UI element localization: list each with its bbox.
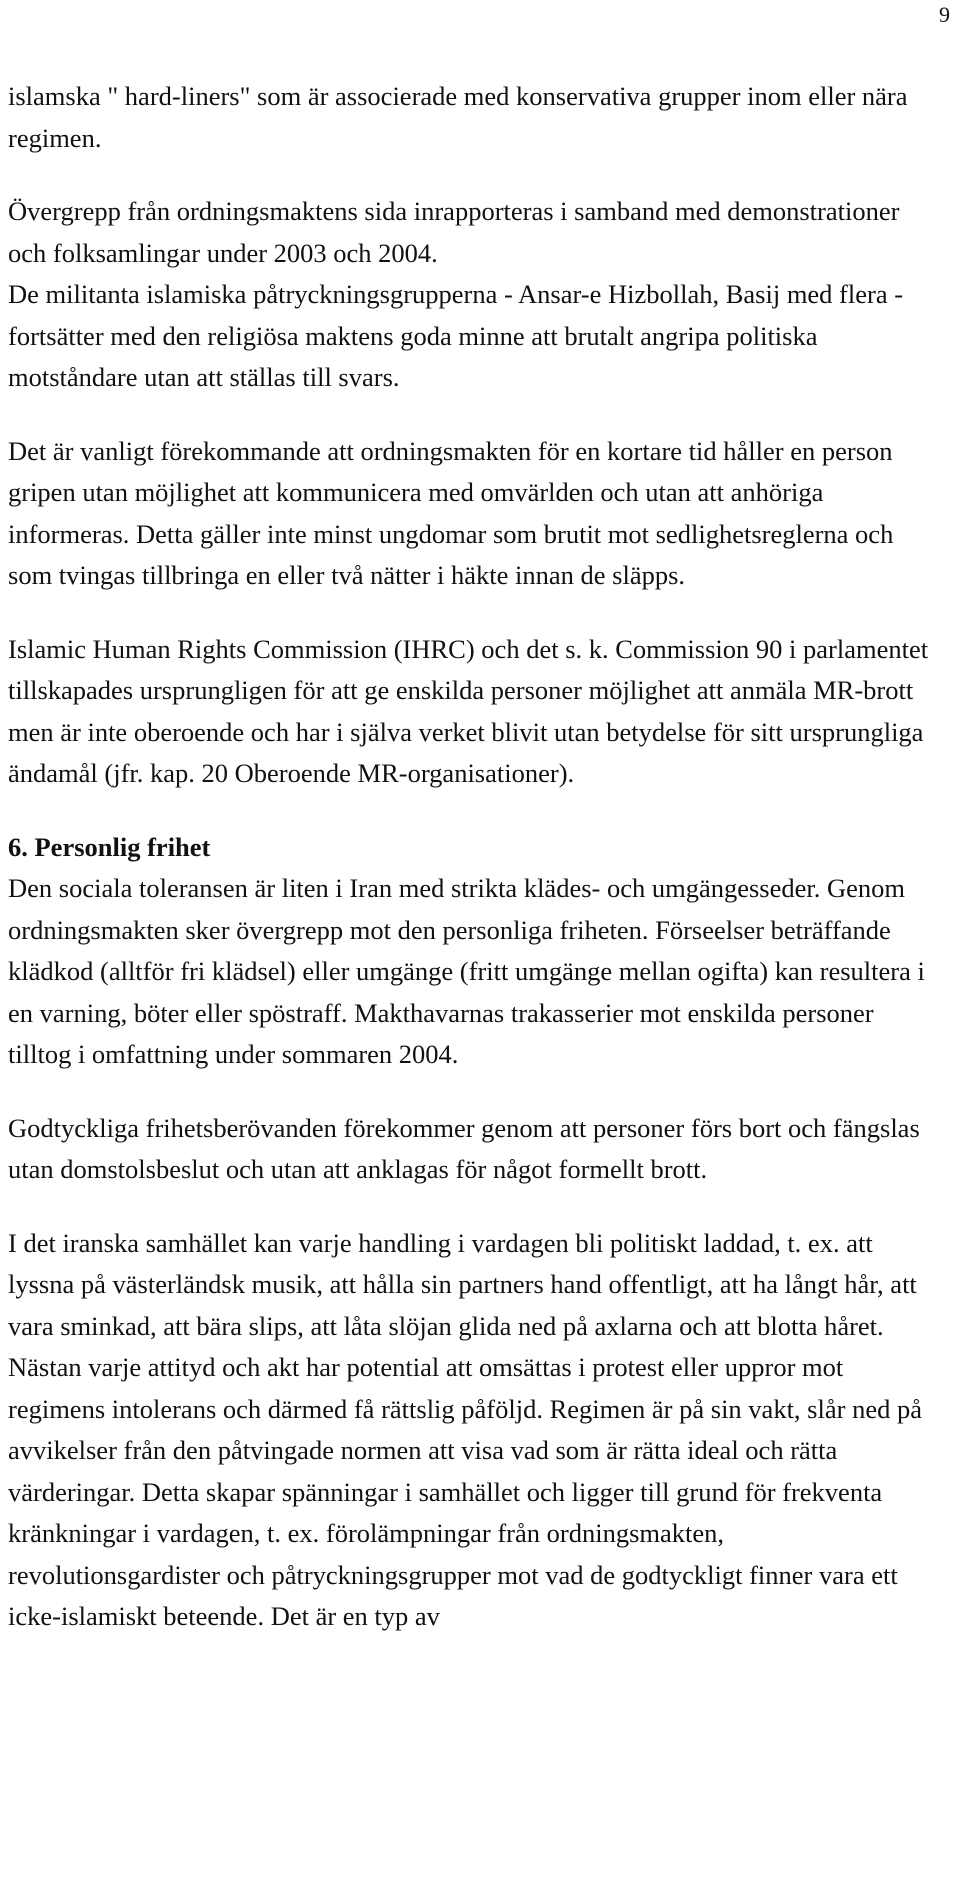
- paragraph-abuses: Övergrepp från ordningsmaktens sida inrapporteras i samband med demonstrationer och folksamlingar under 2003 och 2004.: [8, 196, 900, 268]
- paragraph-spacer: [8, 159, 933, 191]
- paragraph-detention: Det är vanligt förekommande att ordningsmakten för en kortare tid håller en person gripen utan möjlighet att kommunicera med omvärlden och utan att anhöriga informeras. Detta gäller inte minst ungdomar som brutit mot sedlighetsreglerna och som tvingas tillbringa en eller två nätter i häkte innan de släpps.: [8, 435, 894, 590]
- page-number: 9: [939, 2, 950, 27]
- paragraph-hardliners: islamska " hard-liners" som är associerade med konservativa grupper inom eller nära regimen.: [8, 81, 908, 153]
- paragraph-everyday-politics: I det iranska samhället kan varje handling i vardagen bli politiskt laddad, t. ex. att lyssna på västerländsk musik, att hålla sin partners hand offentligt, att ha långt hår, att vara sminkad, att bära slips, att låta slöjan glida ned på axlarna och att blotta håret. Nästan varje attityd och akt har potential att omsättas i protest eller uppror mot regimens intolerans och därmed få rättslig påföljd. Regimen är på sin vakt, slår ned på avvikelser från den påtvingade normen att visa vad som är rätta ideal och rätta värderingar. Detta skapar spänningar i samhället och ligger till grund för frekventa kränkningar i vardagen, t. ex. förolämpningar från ordningsmakten, revolutionsgardister och påtryckningsgrupper mot vad de godtyckligt finner vara ett icke-islamiskt beteende. Det är en typ av: [8, 1227, 922, 1631]
- paragraph-spacer: [8, 795, 933, 827]
- paragraph-spacer: [8, 597, 933, 629]
- paragraph-spacer: [8, 1191, 933, 1223]
- paragraph-arbitrary-detention: Godtyckliga frihetsberövanden förekommer genom att personer förs bort och fängslas utan domstolsbeslut och utan att anklagas för något formellt brott.: [8, 1112, 920, 1184]
- paragraph-spacer: [8, 399, 933, 431]
- paragraph-social-tolerance: Den sociala toleransen är liten i Iran med strikta klädes- och umgängesseder. Genom ordningsmakten sker övergrepp mot den personliga friheten. Förseelser beträffande klädkod (alltför fri klädsel) eller umgänge (fritt umgänge mellan ogifta) kan resultera i en varning, böter eller spöstraff. Makthavarnas trakasserier mot enskilda personer tilltog i omfattning under sommaren 2004.: [8, 873, 925, 1069]
- paragraph-militant-groups: De militanta islamiska påtryckningsgrupperna - Ansar-e Hizbollah, Basij med flera - fortsätter med den religiösa maktens goda minne att brutalt angripa politiska motståndare utan att ställas till svars.: [8, 279, 904, 392]
- document-body: [8, 76, 933, 1638]
- paragraph-ihrc: Islamic Human Rights Commission (IHRC) och det s. k. Commission 90 i parlamentet tillskapades ursprungligen för att ge enskilda personer möjlighet att anmäla MR-brott men är inte oberoende och har i själva verket blivit utan betydelse för sitt ursprungliga ändamål (jfr. kap. 20 Oberoende MR-organisationer).: [8, 633, 929, 788]
- paragraph-spacer: [8, 1076, 933, 1108]
- section-heading-personal-freedom: 6. Personlig frihet: [8, 831, 211, 862]
